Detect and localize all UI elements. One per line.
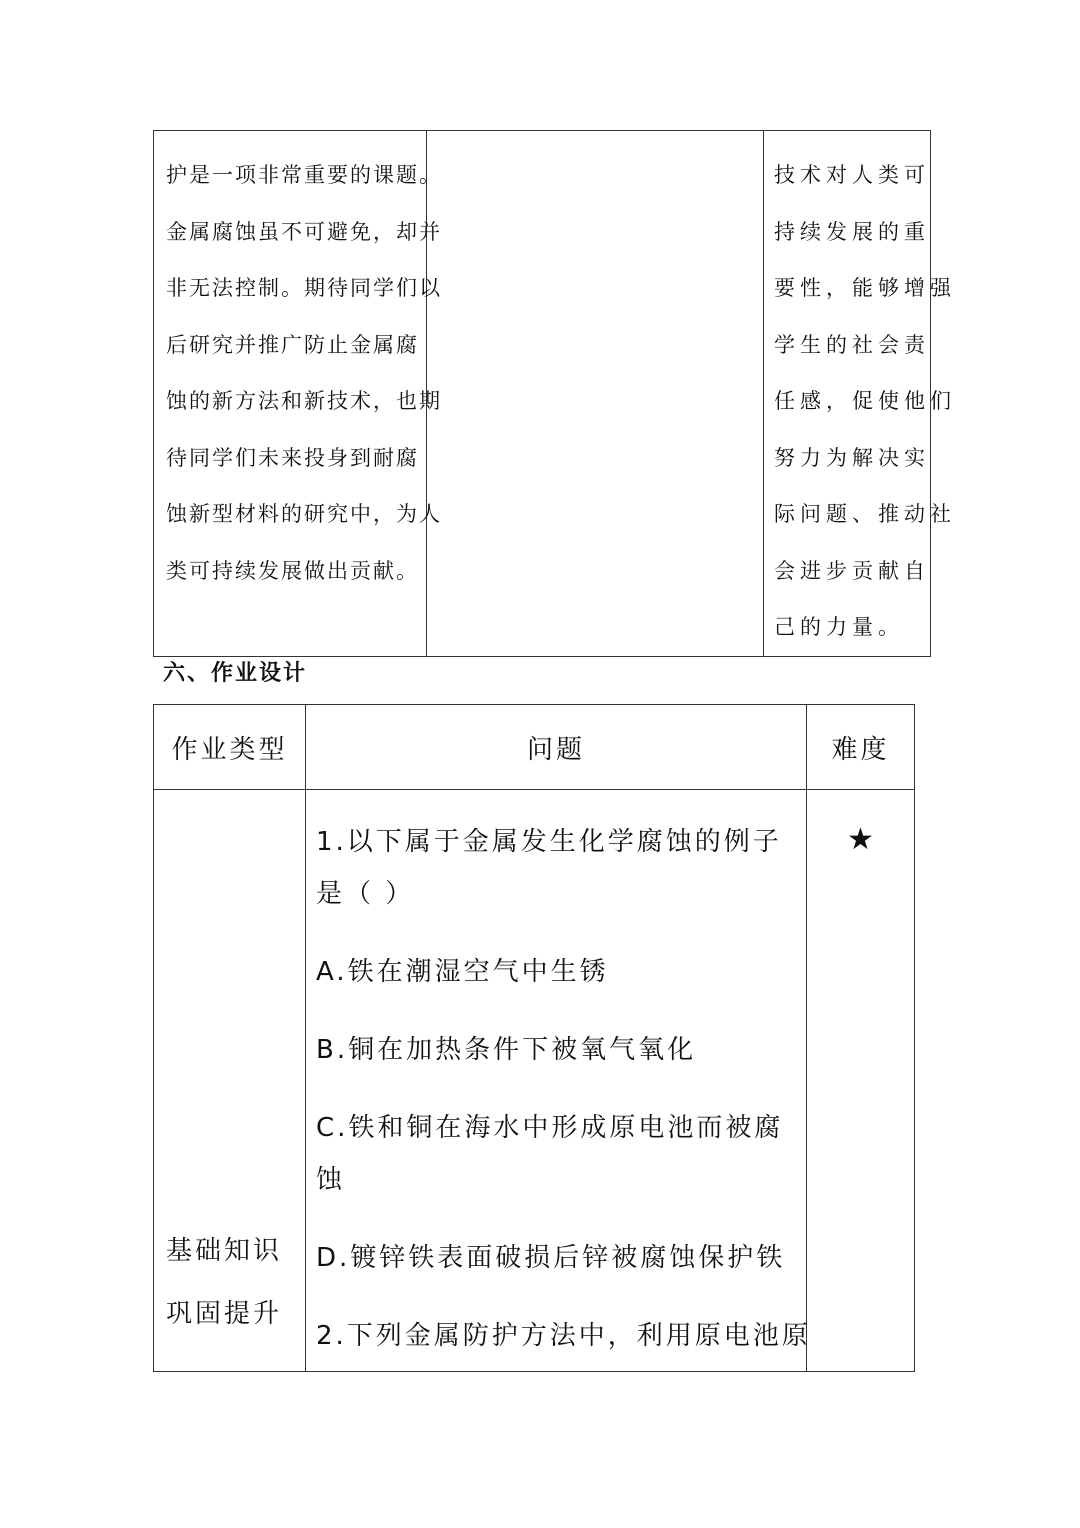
- table-header-row: [154, 705, 915, 790]
- table-row: [154, 790, 915, 1372]
- star-icon: ★: [847, 822, 874, 857]
- text-line: 持续发展的重: [774, 219, 930, 244]
- header-difficulty: 难度: [807, 705, 915, 790]
- question-line: 2.下列金属防护方法中，利用原电池原: [316, 1321, 811, 1351]
- homework-table: [153, 704, 915, 1372]
- text-line: 要性，能够增强: [774, 276, 956, 300]
- table-cell-content: [154, 131, 442, 657]
- option-c-continued: 蚀: [316, 1165, 346, 1195]
- cell-text-block: [154, 131, 442, 599]
- text-line: 技术对人类可: [774, 163, 930, 187]
- text-line: 己的力量。: [774, 615, 904, 639]
- question-text-block: [316, 816, 811, 1362]
- homework-type-cell: [154, 790, 306, 1372]
- text-line: 际问题、推动社: [774, 502, 956, 526]
- text-line: 学生的社会责: [774, 332, 930, 357]
- option-b: B.铜在加热条件下被氧气氧化: [316, 1035, 697, 1065]
- text-line: 努力为解决实: [774, 445, 930, 470]
- table-cell-empty: [427, 131, 764, 657]
- homework-type-line: 基础知识: [166, 1236, 283, 1266]
- text-line: 任感，促使他们: [774, 389, 956, 413]
- cell-text-block: [764, 131, 956, 656]
- section-title: 六、作业设计: [163, 661, 308, 686]
- homework-type-line: 巩固提升: [166, 1299, 283, 1329]
- option-a: A.铁在潮湿空气中生锈: [316, 957, 609, 987]
- question-line: 是（ ）: [316, 879, 415, 909]
- table-cell-purpose: [764, 131, 956, 657]
- text-line: 待同学们未来投身到耐腐: [166, 445, 419, 470]
- text-line: 蚀的新方法和新技术，也期: [166, 389, 442, 413]
- text-line: 非无法控制。期待同学们以: [166, 276, 442, 300]
- option-d: D.镀锌铁表面破损后锌被腐蚀保护铁: [316, 1243, 786, 1273]
- text-line: 蚀新型材料的研究中，为人: [166, 502, 442, 526]
- option-c: C.铁和铜在海水中形成原电池而被腐: [316, 1113, 784, 1143]
- question-cell: [306, 790, 811, 1372]
- difficulty-cell: [807, 790, 915, 1372]
- continuation-table: [153, 130, 956, 657]
- text-line: 后研究并推广防止金属腐: [166, 332, 419, 357]
- text-line: 会进步贡献自: [774, 558, 930, 583]
- table-row: [154, 131, 931, 657]
- header-type: 作业类型: [154, 705, 306, 790]
- homework-type: [166, 1220, 282, 1346]
- header-question: 问题: [306, 705, 807, 790]
- text-line: 金属腐蚀虽不可避免，却并: [166, 219, 442, 244]
- text-line: 类可持续发展做出贡献。: [166, 558, 419, 583]
- text-line: 护是一项非常重要的课题。: [166, 163, 442, 187]
- question-line: 1.以下属于金属发生化学腐蚀的例子: [316, 827, 782, 857]
